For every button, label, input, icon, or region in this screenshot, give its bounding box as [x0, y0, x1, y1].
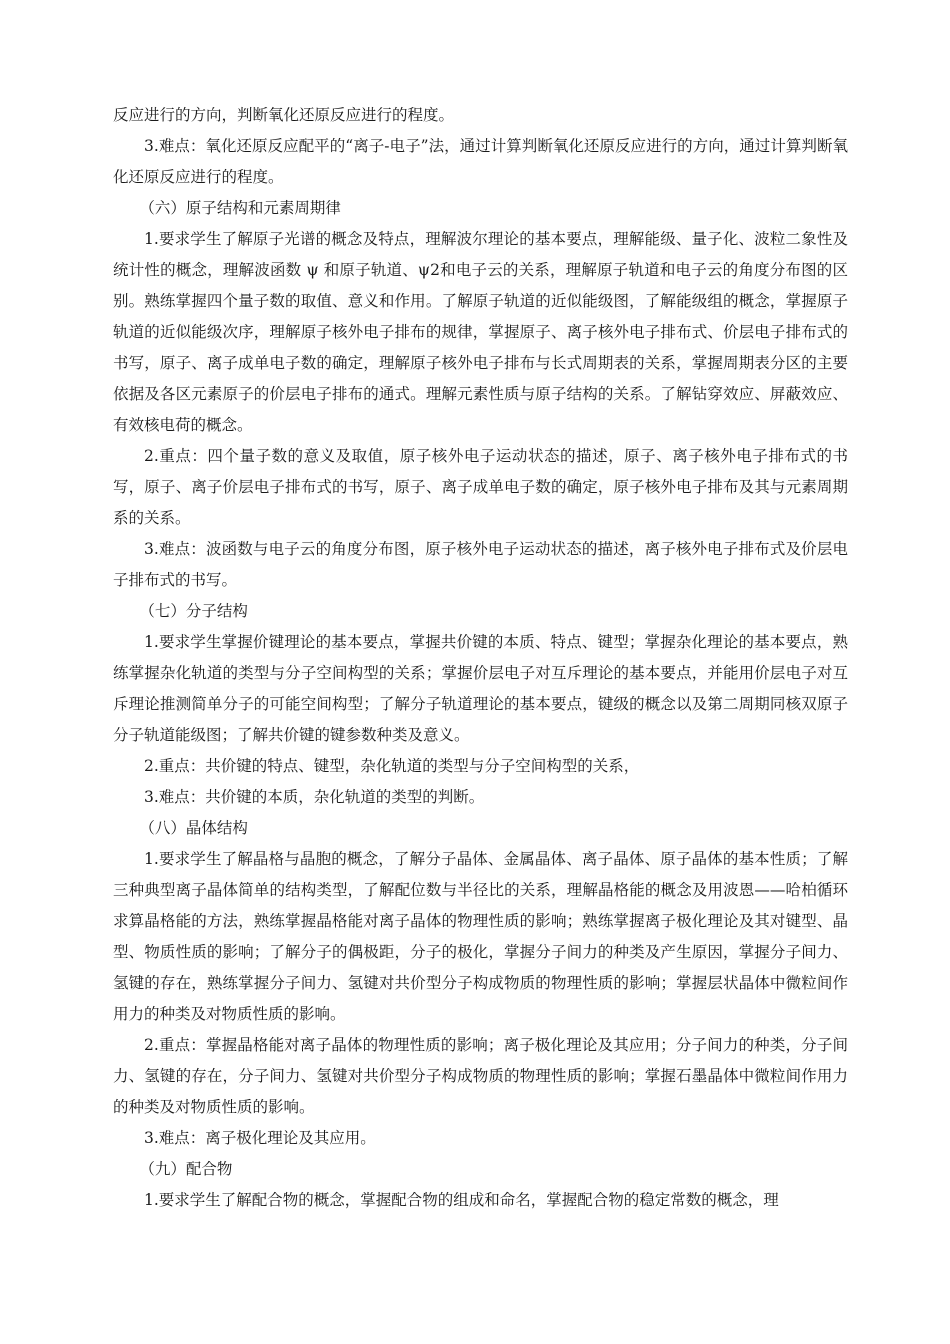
section-heading-atomic-structure: （六）原子结构和元素周期律: [139, 199, 341, 217]
paragraph-continuation: 反应进行的方向，判断氧化还原反应进行的程度。: [113, 106, 455, 124]
paragraph-molecular-requirements: 1.要求学生掌握价键理论的基本要点，掌握共价键的本质、特点、键型；掌握杂化理论的基本要点，熟练掌握杂化轨道的类型与分子空间构型的关系；掌握价层电子对互斥理论的基本要点，并能用价层电子对互斥理论推测简单分子的可能空间构型；了解分子轨道理论的基本要点，键级的概念以及第二周期同核双原子分子轨道能级图；了解共价键的键参数种类及意义。: [113, 633, 848, 744]
paragraph-redox-difficulty: 3.难点：氧化还原反应配平的“离子-电子”法，通过计算判断氧化还原反应进行的方向，通过计算判断氧化还原反应进行的程度。: [113, 137, 848, 186]
paragraph-atomic-requirements: 1.要求学生了解原子光谱的概念及特点，理解波尔理论的基本要点，理解能级、量子化、波粒二象性及统计性的概念，理解波函数 ψ 和原子轨道、ψ2和电子云的关系，理解原子轨道和电子云的角度分布图的区别。熟练掌握四个量子数的取值、意义和作用。了解原子轨道的近似能级图，了解能级组的概念，掌握原子轨道的近似能级次序，理解原子核外电子排布的规律，掌握原子、离子核外电子排布式、价层电子排布式的书写，原子、离子成单电子数的确定，理解原子核外电子排布与长式周期表的关系，掌握周期表分区的主要依据及各区元素原子的价层电子排布的通式。理解元素性质与原子结构的关系。了解钻穿效应、屏蔽效应、有效核电荷的概念。: [113, 230, 848, 434]
paragraph-molecular-key-points: 2.重点：共价键的特点、键型，杂化轨道的类型与分子空间构型的关系，: [144, 757, 640, 775]
paragraph-crystal-difficulty: 3.难点：离子极化理论及其应用。: [144, 1129, 376, 1147]
section-heading-molecular-structure: （七）分子结构: [139, 602, 248, 620]
paragraph-atomic-difficulty: 3.难点：波函数与电子云的角度分布图，原子核外电子运动状态的描述，离子核外电子排布式及价层电子排布式的书写。: [113, 540, 848, 589]
section-heading-coordination-compounds: （九）配合物: [139, 1160, 233, 1178]
section-heading-crystal-structure: （八）晶体结构: [139, 819, 248, 837]
paragraph-coordination-requirements: 1.要求学生了解配合物的概念，掌握配合物的组成和命名，掌握配合物的稳定常数的概念，理: [144, 1191, 779, 1209]
paragraph-atomic-key-points: 2.重点：四个量子数的意义及取值，原子核外电子运动状态的描述，原子、离子核外电子排布式的书写，原子、离子价层电子排布式的书写，原子、离子成单电子数的确定，原子核外电子排布及其与元素周期系的关系。: [113, 447, 848, 527]
paragraph-crystal-key-points: 2.重点：掌握晶格能对离子晶体的物理性质的影响；离子极化理论及其应用；分子间力的种类，分子间力、氢键的存在，分子间力、氢键对共价型分子构成物质的物理性质的影响；掌握石墨晶体中微粒间作用力的种类及对物质性质的影响。: [113, 1036, 848, 1116]
page-body: [113, 100, 848, 1216]
paragraph-crystal-requirements: 1.要求学生了解晶格与晶胞的概念，了解分子晶体、金属晶体、离子晶体、原子晶体的基本性质；了解三种典型离子晶体简单的结构类型，了解配位数与半径比的关系，理解晶格能的概念及用波恩——哈柏循环求算晶格能的方法，熟练掌握晶格能对离子晶体的物理性质的影响；熟练掌握离子极化理论及其对键型、晶型、物质性质的影响；了解分子的偶极距，分子的极化，掌握分子间力的种类及产生原因，掌握分子间力、氢键的存在，熟练掌握分子间力、氢键对共价型分子构成物质的物理性质的影响；掌握层状晶体中微粒间作用力的种类及对物质性质的影响。: [113, 850, 848, 1023]
paragraph-molecular-difficulty: 3.难点：共价键的本质，杂化轨道的类型的判断。: [144, 788, 485, 806]
